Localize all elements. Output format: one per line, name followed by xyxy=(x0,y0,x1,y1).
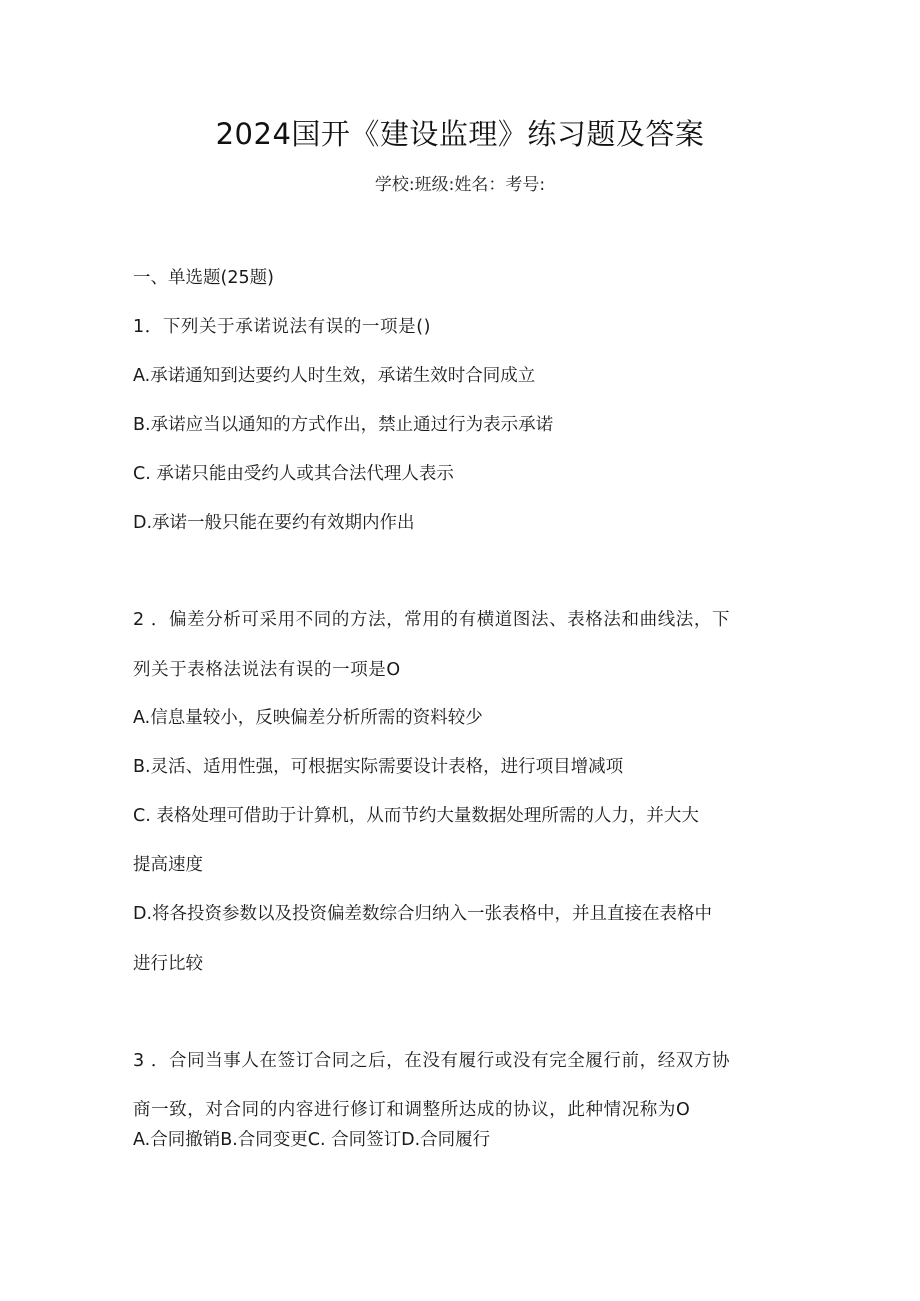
question-3-stem-line-2: 商一致，对合同的内容进行修订和调整所达成的协议，此种情况称为O xyxy=(133,1100,691,1120)
question-2-option-d-line-1: D.将各投资参数以及投资偏差数综合归纳入一张表格中，并且直接在表格中 xyxy=(133,904,713,924)
question-2-option-d-line-2: 进行比较 xyxy=(133,954,203,974)
question-2-option-c-line-1: C. 表格处理可借助于计算机，从而节约大量数据处理所需的人力，并大大 xyxy=(133,806,699,826)
question-2-option-c-line-2: 提高速度 xyxy=(133,855,203,875)
question-2-option-a: A.信息量较小，反映偏差分析所需的资料较少 xyxy=(133,708,483,728)
question-3-options: A.合同撤销B.合同变更C. 合同签订D.合同履行 xyxy=(133,1130,491,1150)
question-2-stem-line-2: 列关于表格法说法有误的一项是O xyxy=(133,660,401,680)
question-1-option-b: B.承诺应当以通知的方式作出，禁止通过行为表示承诺 xyxy=(133,415,554,435)
question-3-stem-line-1: 3 ．合同当事人在签订合同之后，在没有履行或没有完全履行前，经双方协 xyxy=(133,1051,731,1071)
question-1-option-d: D.承诺一般只能在要约有效期内作出 xyxy=(133,513,415,533)
student-info-line: 学校:班级:姓名：考号: xyxy=(374,175,546,195)
question-1-option-a: A.承诺通知到达要约人时生效，承诺生效时合同成立 xyxy=(133,366,536,386)
section-heading: 一、单选题(25题) xyxy=(133,268,274,288)
question-2-option-b: B.灵活、适用性强，可根据实际需要设计表格，进行项目增减项 xyxy=(133,757,624,777)
question-1-stem: 1．下列关于承诺说法有误的一项是() xyxy=(133,317,432,337)
document-title: 2024国开《建设监理》练习题及答案 xyxy=(215,117,705,151)
question-2-stem-line-1: 2 ．偏差分析可采用不同的方法，常用的有横道图法、表格法和曲线法，下 xyxy=(133,610,731,630)
question-1-option-c: C. 承诺只能由受约人或其合法代理人表示 xyxy=(133,464,454,484)
